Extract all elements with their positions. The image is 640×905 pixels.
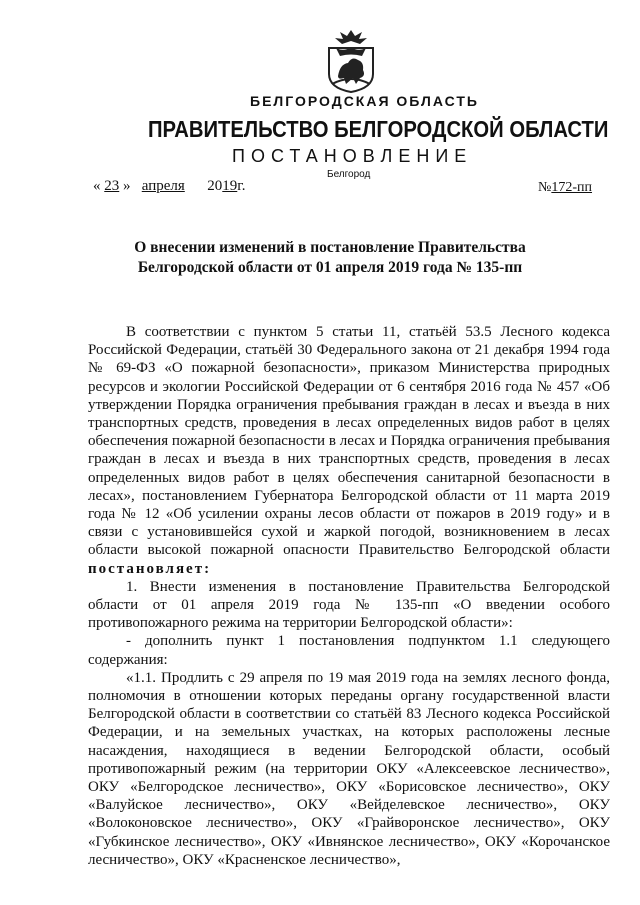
date-century: 20 — [207, 178, 223, 194]
document-body — [88, 323, 610, 869]
date-year: 19 — [222, 178, 238, 194]
document-type: ПОСТАНОВЛЕНИЕ — [232, 146, 473, 166]
title-line-1: О внесении изменений в постановление Правительства — [134, 239, 526, 256]
number-prefix: № — [538, 180, 552, 195]
date-close-quote: » — [123, 178, 131, 194]
date-open-quote: « — [93, 178, 101, 194]
document-title — [100, 238, 560, 278]
subitem-1-1-paragraph: «1.1. Продлить с 29 апреля по 19 мая 2019 года на землях лесного фонда, полномочия в отношении которых переданы органу государственной власти Белгородской области в соответствии со статьёй 83 Лесного кодекса Российской Федерации, и на земельных участках, на которых расположены лесные насаждения, находящиеся в ведении Белгородской области, особый противопожарный режим (на территории ОКУ «Алексеевское лесничество», ОКУ «Белгородское лесничество», ОКУ «Борисовское лесничество», ОКУ «Валуйское лесничество», ОКУ «Вейделевское лесничество», ОКУ «Волоконовское лесничество», ОКУ «Грайворонское лесничество», ОКУ «Губкинское лесничество», ОКУ «Ивнянское лесничество», ОКУ «Корочанское лесничество», ОКУ «Красненское лесничество», — [88, 669, 610, 868]
date-month: апреля — [141, 178, 185, 194]
title-line-2: Белгородской области от 01 апреля 2019 года № 135-пп — [137, 259, 523, 276]
government-name: ПРАВИТЕЛЬСТВО БЕЛГОРОДСКОЙ ОБЛАСТИ — [148, 116, 609, 142]
amendment-paragraph: - дополнить пункт 1 постановления подпунктом 1.1 следующего содержания: — [88, 633, 610, 668]
region-name: БЕЛГОРОДСКАЯ ОБЛАСТЬ — [250, 93, 479, 109]
date-suffix: г. — [237, 178, 246, 194]
resolves-word: постановляет: — [88, 560, 212, 577]
number-value: 172-пп — [551, 180, 593, 195]
date-day: 23 — [104, 178, 120, 194]
coat-of-arms-icon — [326, 26, 376, 94]
document-date — [93, 178, 246, 195]
city-name: Белгород — [327, 169, 371, 180]
preamble-text: В соответствии с пунктом 5 статьи 11, статьёй 53.5 Лесного кодекса Российской Федерации, статьёй 30 Федерального закона от 21 декабря 1994 года № 69-ФЗ «О пожарной безопасности», приказом Министерства природных ресурсов и экологии Российской Федерации от 6 сентября 2016 года № 457 «Об утверждении Порядка ограничения пребывания граждан в лесах и въезда в них транспортных средств, проведения в лесах определенных видов работ в целях обеспечения пожарной безопасности в лесах и Порядка ограничения пребывания граждан в лесах и въезда в них транспортных средств, проведения в лесах определенных видов работ в целях обеспечения санитарной безопасности в лесах», постановлением Губернатора Белгородской области от 11 марта 2019 года № 12 «Об усилении охраны лесов области от пожаров в 2019 году» и в связи с установившейся сухой и жаркой погодой, возникновением в лесах области высокой пожарной опасности Правительство Белгородской области — [88, 324, 610, 559]
preamble-paragraph — [88, 323, 610, 578]
item-1-paragraph: 1. Внести изменения в постановление Правительства Белгородской области от 01 апреля 2019 года № 135-пп «О введении особого противопожарного режима на территории Белгородской области»: — [88, 578, 610, 632]
document-number — [538, 180, 592, 196]
